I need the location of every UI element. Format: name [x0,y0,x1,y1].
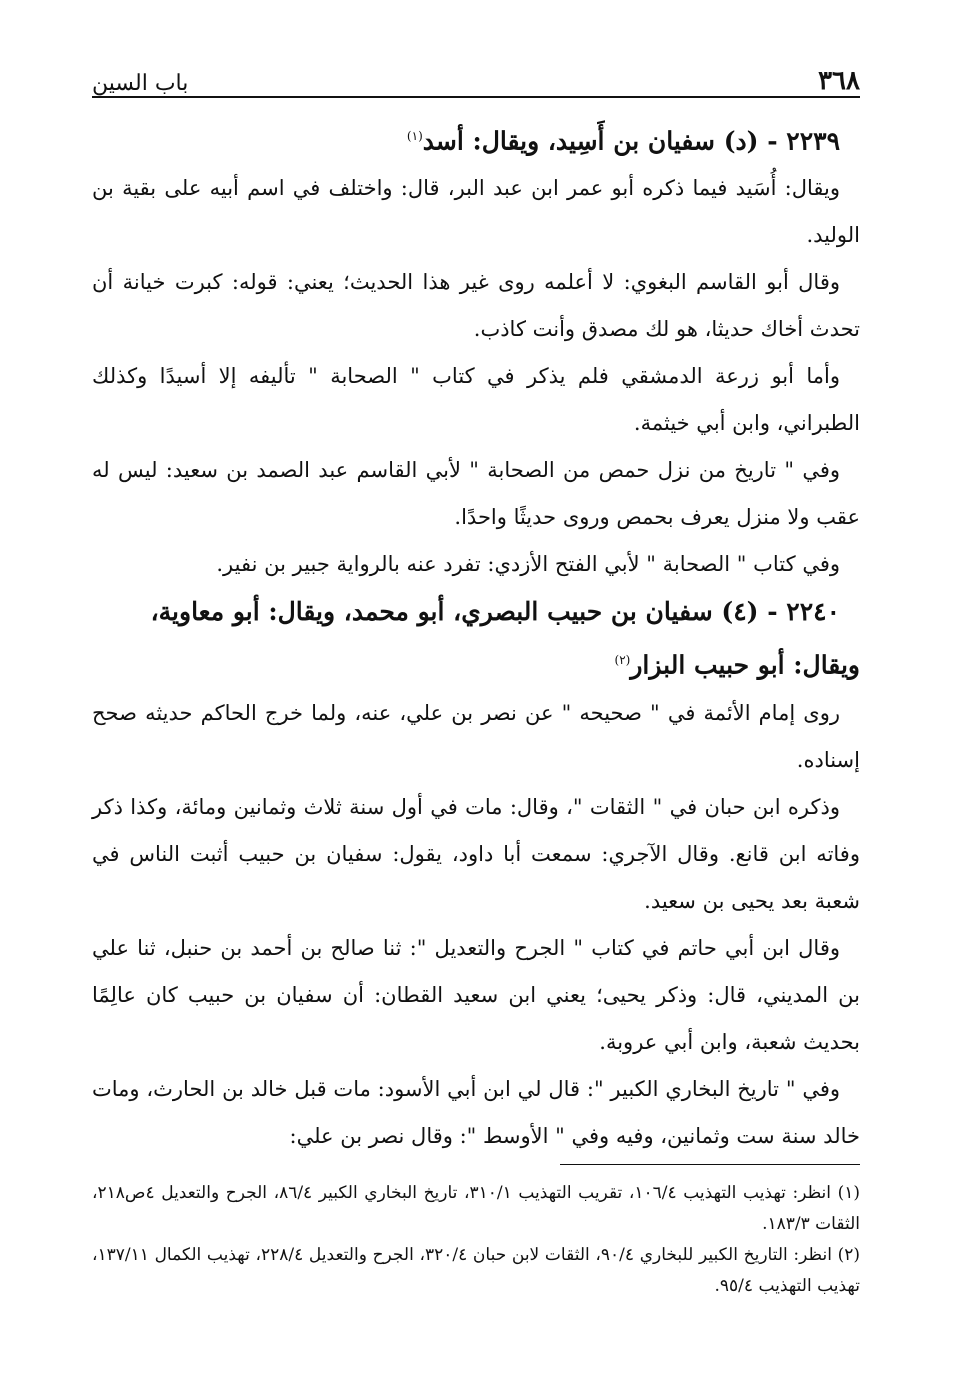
page-number: ٣٦٨ [818,66,860,96]
paragraph: وقال أبو القاسم البغوي: لا أعلمه روى غير هذا الحديث؛ يعني: قوله: كبرت خيانة أن تحدث أخاك حديثا، هو لك مصدق وأنت كاذب. [92,270,860,342]
entry-title-text: ويقال: أبو حبيب البزار [630,650,860,680]
footnote-separator [560,1164,860,1165]
section-title: باب السين [92,71,189,96]
footnote-2: (٢) انظر: التاريخ الكبير للبخاري ٩٠/٤، الثقات لابن حبان ٣٢٠/٤، الجرح والتعديل ٢٢٨/٤، تهذيب الكمال ١٣٧/١١، تهذيب التهذيب ٩٥/٤. [92,1245,861,1296]
paragraph: وذكره ابن حبان في " الثقات "، وقال: مات في أول سنة ثلاث وثمانين ومائة، وكذا ذكر وفاته ابن قانع. وقال الآجري: سمعت أبا داود، يقول: سفيان بن حبيب أثبت الناس في شعبة بعد يحيى بن سعيد. [92,794,860,913]
footnotes [92,1178,860,1302]
paragraph: وقال ابن أبي حاتم في كتاب " الجرح والتعديل ": ثنا صالح بن أحمد بن حنبل، ثنا علي بن المديني، قال: وذكر يحيى؛ يعني ابن سعيد القطان: أن سفيان بن حبيب كان عالِمًا بحديث شعبة، وابن أبي عروبة. [92,935,860,1054]
book-page [92,58,861,1296]
paragraph: روى إمام الأئمة في " صحيحه " عن نصر بن علي، عنه، ولما خرج الحاكم حديثه صحح إسناده. [92,700,860,772]
paragraph: وفي كتاب " الصحابة " لأبي الفتح الأزدي: تفرد عنه بالرواية جبير بن نفير. [216,552,840,577]
paragraph: وفي " تاريخ من نزل حمص من الصحابة " لأبي القاسم عبد الصمد بن سعيد: ليس له عقب ولا منزل يعرف بحمص وروى حديثًا واحدًا. [92,458,860,530]
entry-2240-title-cont [92,636,860,689]
footnote-ref-2[interactable]: (٢) [614,653,631,668]
footnote-1: (١) انظر: تهذيب التهذيب ١٠٦/٤، تقريب التهذيب ٣١٠/١، تاريخ البخاري الكبير ٨٦/٤، الجرح والتعديل ٤ص٢١٨، الثقات ١٨٣/٣. [92,1183,861,1234]
paragraph: ويقال: أُسَيد فيما ذكره أبو عمر ابن عبد البر، قال: واختلف في اسم أبيه على بقية بن الوليد. [92,176,860,248]
running-header [92,58,860,98]
footnote-ref-1[interactable]: (١) [406,129,423,143]
entry-title-text: ٢٢٣٩ - (د) سفيان بن أَسِيد، ويقال: أسد [422,126,840,156]
entry-2240-title: ٢٢٤٠ - (٤) سفيان بن حبيب البصري، أبو محمد، ويقال: أبو معاوية، [150,597,840,627]
main-text [92,112,860,1160]
paragraph: وفي " تاريخ البخاري الكبير ": قال لي ابن أبي الأسود: مات قبل خالد بن الحارث، ومات خالد سنة ست وثمانين، وفيه وفي " الأوسط ": وقال نصر بن علي: [92,1076,860,1148]
paragraph: وأما أبو زرعة الدمشقي فلم يذكر في كتاب " الصحابة " تأليفه إلا أسيدًا وكذلك الطبراني، وابن أبي خيثمة. [92,364,860,436]
entry-2239-title [92,112,860,165]
